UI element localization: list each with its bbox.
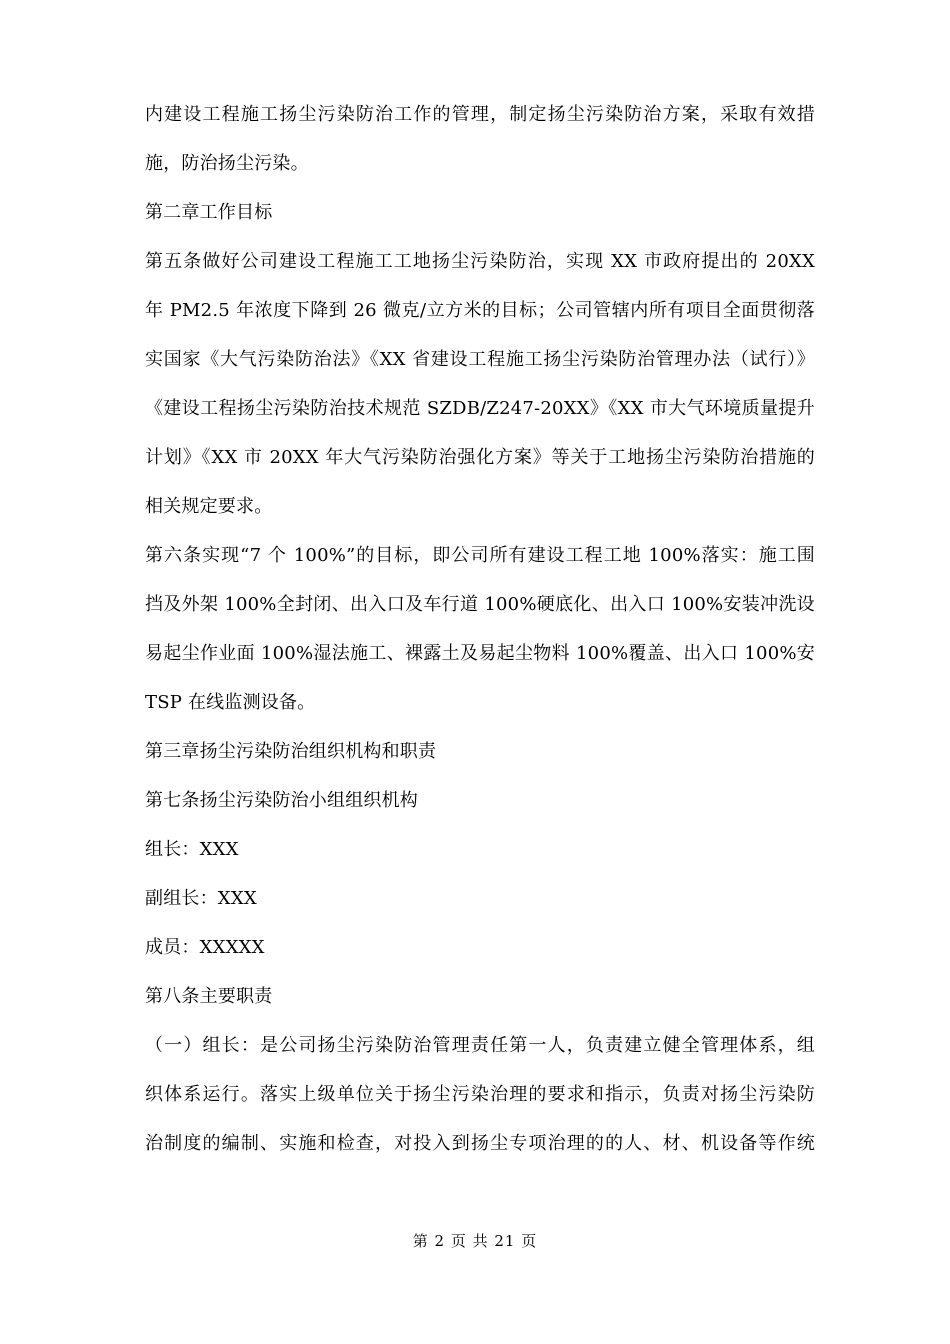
text-line: 第三章扬尘污染防治组织机构和职责 (145, 741, 437, 762)
text-line: 成员：XXXXX (145, 937, 265, 958)
text-line: 内建设工程施工扬尘污染防治工作的管理，制定扬尘污染防治方案，采取有效措 (145, 104, 815, 125)
text-line: 易起尘作业面 100%湿法施工、裸露土及易起尘物料 100%覆盖、出入口 100%安 (145, 643, 815, 664)
text-line: 第五条做好公司建设工程施工工地扬尘污染防治，实现 XX 市政府提出的 20XX (145, 251, 815, 272)
text-line: 第八条主要职责 (145, 986, 273, 1007)
text-line: 实国家《大气污染防治法》《XX 省建设工程施工扬尘污染防治管理办法（试行）》 (145, 349, 815, 370)
text-line: 《建设工程扬尘污染防治技术规范 SZDB/Z247-20XX》《XX 市大气环境质量提升 (145, 398, 815, 419)
text-line: 施，防治扬尘污染。 (145, 153, 309, 174)
text-line: 第七条扬尘污染防治小组组织机构 (145, 790, 418, 811)
text-line: 织体系运行。落实上级单位关于扬尘污染治理的要求和指示，负责对扬尘污染防 (145, 1084, 815, 1105)
page-number-footer: 第 2 页 共 21 页 (412, 1232, 538, 1250)
text-line: 计划》《XX 市 20XX 年大气污染防治强化方案》等关于工地扬尘污染防治措施的 (145, 447, 815, 468)
text-line: 第六条实现“7 个 100%”的目标，即公司所有建设工程工地 100%落实：施工围 (145, 545, 815, 566)
text-line: 治制度的编制、实施和检查，对投入到扬尘专项治理的的人、材、机设备等作统 (145, 1133, 815, 1154)
document-body (145, 90, 815, 1168)
text-line: 挡及外架 100%全封闭、出入口及车行道 100%硬底化、出入口 100%安装冲洗设 (145, 594, 815, 615)
text-line: 组长：XXX (145, 839, 239, 860)
text-line: （一）组长：是公司扬尘污染防治管理责任第一人，负责建立健全管理体系，组 (145, 1035, 815, 1056)
text-line: TSP 在线监测设备。 (145, 692, 316, 713)
text-line: 相关规定要求。 (145, 496, 273, 517)
text-line: 副组长：XXX (145, 888, 257, 909)
text-line: 第二章工作目标 (145, 202, 273, 223)
text-line: 年 PM2.5 年浓度下降到 26 微克/立方米的目标；公司管辖内所有项目全面贯彻落 (145, 300, 815, 321)
